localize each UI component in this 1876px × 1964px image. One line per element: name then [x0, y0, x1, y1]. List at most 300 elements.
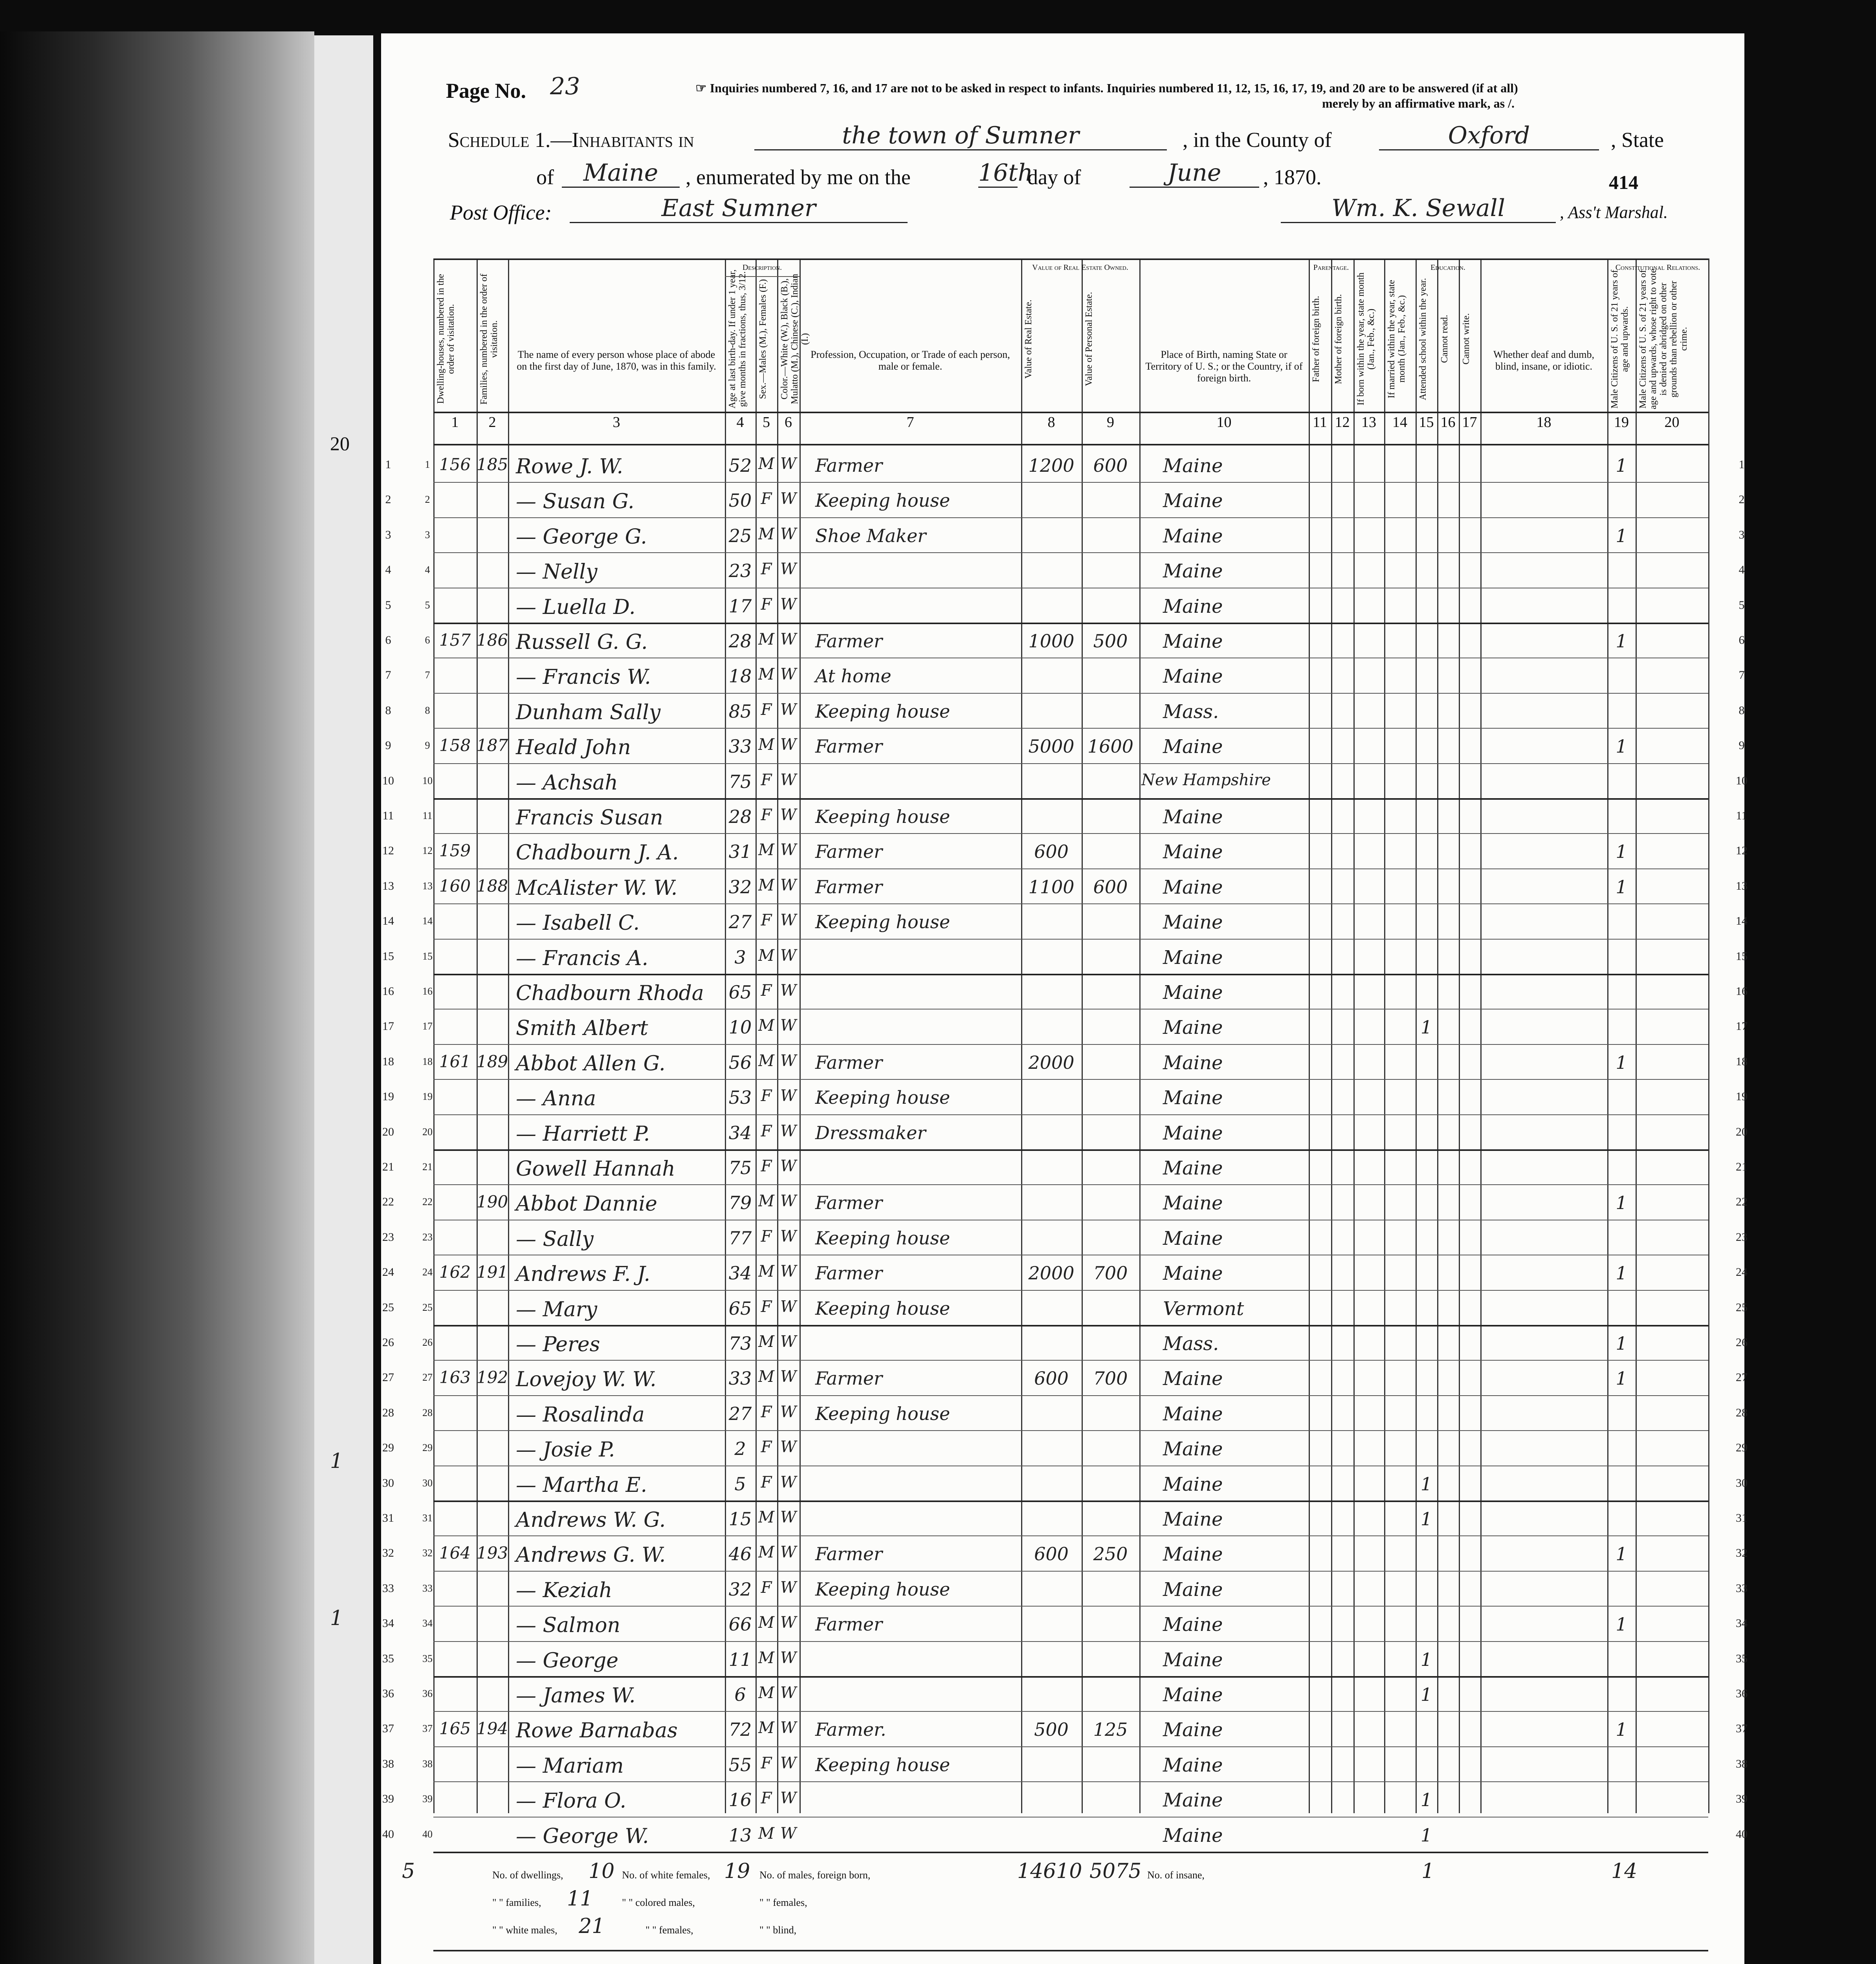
- birthplace: Maine: [1163, 1473, 1223, 1495]
- column-rule: [1384, 258, 1385, 1813]
- row-number-inner: 38: [422, 1758, 433, 1770]
- row-rule: [433, 903, 1708, 904]
- birthplace: Maine: [1163, 1508, 1223, 1530]
- person-name: — Mariam: [516, 1754, 624, 1778]
- row-number-left: 20: [382, 1125, 394, 1138]
- sex: F: [761, 806, 772, 824]
- row-rule: [433, 939, 1708, 940]
- real-estate-value: 600: [1034, 841, 1069, 863]
- dwelling-number: 156: [439, 455, 471, 474]
- row-number-inner: 20: [422, 1126, 433, 1138]
- male-citizen-mark: 1: [1616, 1614, 1627, 1635]
- header-rule: [433, 444, 1708, 445]
- state-label: , State: [1611, 128, 1664, 152]
- column-number: 19: [1614, 414, 1629, 431]
- row-number-right: 13: [1736, 879, 1748, 892]
- sex: F: [761, 1297, 772, 1316]
- sex: M: [758, 1684, 774, 1702]
- sex: F: [761, 911, 772, 930]
- age: 13: [728, 1824, 752, 1846]
- dwelling-number: 162: [439, 1262, 471, 1282]
- row-number-inner: 17: [422, 1020, 433, 1032]
- group-header-constitutional: Constitutional Relations.: [1615, 263, 1700, 272]
- sex: F: [761, 1754, 772, 1772]
- row-number-inner: 8: [425, 704, 430, 716]
- footer-total-personal-estate: 5075: [1089, 1860, 1142, 1883]
- color: W: [780, 1333, 797, 1351]
- person-name: — Susan G.: [516, 490, 635, 514]
- sex: M: [758, 841, 774, 859]
- color: W: [780, 1578, 797, 1597]
- year-label: , 1870.: [1263, 165, 1322, 189]
- age: 32: [728, 1578, 752, 1600]
- sex: F: [761, 560, 772, 579]
- row-rule: [433, 728, 1708, 729]
- person-name: Lovejoy W. W.: [516, 1368, 657, 1392]
- row-number-right: 32: [1736, 1546, 1748, 1560]
- family-number: 189: [477, 1052, 508, 1071]
- column-header: Age at last birth-day. If under 1 year, give months in fractions, thus, 3/12.: [727, 269, 748, 409]
- footer-margin-mark: 5: [402, 1860, 415, 1883]
- stamp-number: 414: [1609, 171, 1638, 193]
- row-number-left: 9: [385, 739, 391, 752]
- age: 18: [728, 665, 752, 687]
- birthplace: Maine: [1163, 1368, 1223, 1390]
- occupation: Farmer: [815, 1614, 883, 1635]
- person-name: — Peres: [516, 1333, 600, 1356]
- column-rule: [1437, 258, 1438, 1813]
- row-number-left: 15: [382, 949, 394, 963]
- row-number-left: 28: [382, 1406, 394, 1419]
- age: 33: [728, 736, 752, 757]
- column-rule: [1021, 258, 1022, 1813]
- row-number-left: 27: [382, 1371, 394, 1384]
- row-number-left: 10: [382, 774, 394, 787]
- color: W: [780, 1262, 797, 1281]
- birthplace: Maine: [1163, 560, 1223, 583]
- column-number: 15: [1419, 414, 1434, 431]
- column-number: 12: [1335, 414, 1350, 431]
- row-number-inner: 21: [422, 1161, 433, 1173]
- occupation: Keeping house: [815, 1297, 950, 1319]
- personal-estate-value: 700: [1093, 1262, 1128, 1284]
- row-number-left: 17: [382, 1020, 394, 1033]
- person-name: Francis Susan: [516, 806, 663, 830]
- birthplace: Maine: [1163, 455, 1223, 477]
- real-estate-value: 1000: [1028, 630, 1075, 652]
- row-rule: [433, 833, 1708, 834]
- birthplace: Maine: [1163, 525, 1223, 547]
- row-rule: [433, 693, 1708, 694]
- real-estate-value: 600: [1034, 1368, 1069, 1389]
- county-label: , in the County of: [1183, 128, 1332, 152]
- color: W: [780, 1297, 797, 1316]
- personal-estate-value: 600: [1093, 455, 1128, 476]
- row-rule: [433, 1500, 1708, 1502]
- row-number-inner: 31: [422, 1512, 433, 1524]
- footer-insane-label: No. of insane,: [1147, 1869, 1205, 1881]
- row-number-right: 39: [1736, 1792, 1748, 1806]
- row-number-inner: 2: [425, 494, 430, 506]
- color: W: [780, 1087, 797, 1105]
- birthplace: Maine: [1163, 1122, 1223, 1144]
- column-header: Male Citizens of U. S. of 21 years of age and upwards, whose right to vote is denied or abridged on other grounds than rebellion or other crime.: [1638, 269, 1689, 409]
- color: W: [780, 946, 797, 965]
- birthplace: Maine: [1163, 630, 1223, 652]
- row-number-inner: 29: [422, 1442, 433, 1454]
- footer-school-total: 1: [1421, 1860, 1435, 1883]
- row-number-inner: 40: [422, 1828, 433, 1840]
- birthplace: Maine: [1163, 911, 1223, 934]
- row-number-inner: 28: [422, 1407, 433, 1418]
- color: W: [780, 1473, 797, 1491]
- group-header-parentage: Parentage.: [1313, 263, 1349, 272]
- row-number-left: 32: [382, 1546, 394, 1560]
- person-name: Heald John: [516, 736, 631, 760]
- age: 2: [734, 1438, 746, 1460]
- instructions-line-1: ☞ Inquiries numbered 7, 16, and 17 are not to be asked in respect to infants. Inquiries numbered 11, 12, 15, 16, 17, 19, and 20 are to be answered (if at all): [695, 81, 1518, 95]
- personal-estate-value: 1600: [1087, 736, 1134, 757]
- age: 32: [728, 876, 752, 898]
- row-number-right: 7: [1738, 669, 1745, 682]
- row-rule: [433, 1290, 1708, 1291]
- row-number-right: 19: [1736, 1090, 1748, 1103]
- birthplace: Maine: [1163, 1087, 1223, 1109]
- row-rule: [433, 1184, 1708, 1185]
- instructions-line-2: merely by an affirmative mark, as /.: [1322, 96, 1515, 110]
- group-header-education: Education.: [1430, 263, 1465, 272]
- row-rule: [433, 1149, 1708, 1151]
- column-header: Value of Real Estate.: [1023, 299, 1034, 379]
- person-name: — George: [516, 1649, 619, 1673]
- occupation: Keeping house: [815, 806, 950, 827]
- row-number-inner: 24: [422, 1266, 433, 1278]
- row-number-right: 14: [1736, 914, 1748, 928]
- row-number-left: 13: [382, 879, 394, 892]
- age: 16: [728, 1789, 752, 1811]
- row-number-left: 6: [385, 634, 391, 647]
- day-value: 16th: [978, 159, 1018, 188]
- row-rule: [433, 1852, 1708, 1853]
- birthplace: Maine: [1163, 1578, 1223, 1601]
- birthplace: Maine: [1163, 1262, 1223, 1285]
- row-number-left: 12: [382, 844, 394, 857]
- personal-estate-value: 600: [1093, 876, 1128, 898]
- row-rule: [433, 1044, 1708, 1045]
- sex: F: [761, 1438, 772, 1457]
- color: W: [780, 560, 797, 579]
- row-rule: [433, 1641, 1708, 1642]
- row-number-left: 4: [385, 563, 391, 577]
- sex: M: [758, 1333, 774, 1351]
- age: 10: [728, 1017, 752, 1038]
- birthplace: Maine: [1163, 1052, 1223, 1074]
- row-rule: [433, 1430, 1708, 1431]
- row-number-right: 9: [1738, 739, 1745, 752]
- color: W: [780, 771, 797, 789]
- column-rule: [477, 258, 478, 1813]
- occupation: Keeping house: [815, 1578, 950, 1600]
- column-number: 6: [785, 414, 792, 431]
- person-name: — George G.: [516, 525, 647, 549]
- column-number: 14: [1392, 414, 1407, 431]
- of-label: of: [536, 165, 554, 189]
- age: 25: [728, 525, 752, 546]
- group-header-value-estate: Value of Real Estate Owned.: [1032, 263, 1128, 272]
- sex: M: [758, 1368, 774, 1386]
- occupation: Farmer: [815, 1262, 883, 1284]
- birthplace: Vermont: [1163, 1297, 1244, 1320]
- column-rule: [1139, 258, 1141, 1813]
- occupation: Dressmaker: [815, 1122, 926, 1143]
- occupation: Farmer: [815, 1052, 883, 1073]
- birthplace: Maine: [1163, 490, 1223, 512]
- row-number-left: 33: [382, 1581, 394, 1595]
- dwelling-number: 159: [439, 841, 471, 861]
- sex: M: [758, 630, 774, 649]
- row-number-inner: 7: [425, 669, 430, 681]
- column-rule: [1353, 258, 1355, 1813]
- male-citizen-mark: 1: [1616, 736, 1627, 757]
- row-number-left: 26: [382, 1336, 394, 1349]
- row-number-inner: 39: [422, 1793, 433, 1805]
- column-number: 17: [1462, 414, 1477, 431]
- age: 27: [728, 911, 752, 933]
- column-number: 3: [612, 414, 620, 431]
- column-number: 11: [1313, 414, 1327, 431]
- occupation: Keeping house: [815, 700, 950, 722]
- person-name: Rowe J. W.: [516, 455, 623, 478]
- column-number: 2: [488, 414, 496, 431]
- age: 46: [728, 1543, 752, 1565]
- row-rule: [433, 1606, 1708, 1607]
- personal-estate-value: 125: [1093, 1719, 1128, 1740]
- row-number-left: 40: [382, 1827, 394, 1841]
- age: 56: [728, 1052, 752, 1073]
- attended-school-mark: 1: [1420, 1824, 1432, 1846]
- column-number: 7: [906, 414, 914, 431]
- row-number-left: 1: [385, 458, 391, 471]
- occupation: Farmer: [815, 736, 883, 757]
- column-header: If born within the year, state month (Jan., Feb., &c.): [1356, 272, 1376, 406]
- color: W: [780, 1122, 797, 1140]
- color: W: [780, 806, 797, 824]
- row-number-left: 8: [385, 704, 391, 717]
- column-number: 8: [1047, 414, 1055, 431]
- row-number-left: 34: [382, 1617, 394, 1630]
- row-number-inner: 33: [422, 1582, 433, 1594]
- row-number-inner: 14: [422, 915, 433, 927]
- row-number-left: 39: [382, 1792, 394, 1806]
- column-rule: [508, 258, 509, 1813]
- sex: M: [758, 1614, 774, 1632]
- male-citizen-mark: 1: [1616, 1719, 1627, 1740]
- person-name: — Sally: [516, 1227, 594, 1251]
- person-name: — Nelly: [516, 560, 598, 584]
- age: 27: [728, 1403, 752, 1424]
- row-number-right: 27: [1736, 1371, 1748, 1384]
- column-rule: [800, 258, 801, 1813]
- age: 53: [728, 1087, 752, 1108]
- sex: F: [761, 700, 772, 719]
- row-rule: [433, 763, 1708, 764]
- footer-white-males-label: " " white males,: [492, 1924, 557, 1936]
- sex: M: [758, 1543, 774, 1562]
- color: W: [780, 595, 797, 614]
- column-header: Sex.—Males (M.), Females (F.): [758, 279, 768, 399]
- row-number-right: 6: [1738, 634, 1745, 647]
- footer-foreign-males-label: No. of males, foreign born,: [759, 1869, 871, 1881]
- birthplace: Maine: [1163, 1684, 1223, 1706]
- age: 73: [728, 1333, 752, 1354]
- sex: M: [758, 1052, 774, 1070]
- sex: M: [758, 736, 774, 754]
- occupation: Farmer: [815, 630, 883, 652]
- person-name: Rowe Barnabas: [516, 1719, 678, 1743]
- row-rule: [433, 1079, 1708, 1080]
- person-name: Andrews W. G.: [516, 1508, 666, 1532]
- birthplace: Maine: [1163, 1017, 1223, 1039]
- row-number-inner: 3: [425, 529, 430, 540]
- person-name: — Martha E.: [516, 1473, 647, 1497]
- color: W: [780, 1684, 797, 1702]
- column-header: Color.—White (W.), Black (B.), Mulatto (M.), Chinese (C.), Indian (I.): [779, 274, 810, 404]
- real-estate-value: 600: [1034, 1543, 1069, 1565]
- row-number-right: 36: [1736, 1687, 1748, 1700]
- personal-estate-value: 500: [1093, 630, 1128, 652]
- row-number-right: 38: [1736, 1757, 1748, 1770]
- birthplace: Maine: [1163, 1824, 1223, 1847]
- footer-white-females-value: 19: [724, 1860, 750, 1883]
- column-rule: [433, 258, 435, 1813]
- row-number-left: 3: [385, 528, 391, 541]
- person-name: — Rosalinda: [516, 1403, 645, 1427]
- male-citizen-mark: 1: [1616, 525, 1627, 546]
- dwelling-number: 161: [439, 1052, 471, 1071]
- row-number-inner: 25: [422, 1301, 433, 1313]
- row-number-left: 11: [382, 809, 394, 822]
- birthplace: Maine: [1163, 1614, 1223, 1636]
- state-value: Maine: [562, 159, 680, 188]
- column-header: Attended school within the year.: [1418, 278, 1428, 400]
- color: W: [780, 1368, 797, 1386]
- column-header: Cannot write.: [1461, 313, 1471, 365]
- age: 65: [728, 982, 752, 1003]
- color: W: [780, 1017, 797, 1035]
- sex: M: [758, 1192, 774, 1211]
- sex: F: [761, 1227, 772, 1246]
- real-estate-value: 1100: [1028, 876, 1075, 898]
- male-citizen-mark: 1: [1616, 630, 1627, 652]
- birthplace: Maine: [1163, 876, 1223, 898]
- sex: F: [761, 595, 772, 614]
- row-rule: [433, 1114, 1708, 1115]
- real-estate-value: 1200: [1028, 455, 1075, 476]
- color: W: [780, 876, 797, 894]
- row-number-right: 34: [1736, 1617, 1748, 1630]
- sex: M: [758, 665, 774, 684]
- color: W: [780, 1614, 797, 1632]
- birthplace: Maine: [1163, 1403, 1223, 1425]
- census-table: [382, 258, 1748, 1938]
- row-number-left: 7: [385, 669, 391, 682]
- prev-page-mark: 1: [330, 1607, 343, 1630]
- age: 33: [728, 1368, 752, 1389]
- person-name: — George W.: [516, 1824, 649, 1848]
- post-office-label: Post Office:: [450, 201, 552, 224]
- footer-foreign-females-label: " " females,: [759, 1897, 807, 1908]
- sex: F: [761, 1157, 772, 1175]
- birthplace: Maine: [1163, 1438, 1223, 1460]
- footer-colored-females-label: " " females,: [646, 1924, 693, 1936]
- row-number-right: 40: [1736, 1827, 1748, 1841]
- footer-dwellings-label: No. of dwellings,: [492, 1869, 563, 1881]
- age: 3: [734, 946, 746, 968]
- row-number-inner: 27: [422, 1372, 433, 1383]
- footer-white-males-value: 21: [579, 1915, 605, 1938]
- row-rule: [433, 1781, 1708, 1782]
- row-number-left: 23: [382, 1230, 394, 1244]
- row-number-right: 2: [1738, 493, 1745, 506]
- age: 72: [728, 1719, 752, 1740]
- person-name: — Francis W.: [516, 665, 651, 689]
- row-number-left: 37: [382, 1722, 394, 1735]
- dwelling-number: 157: [439, 630, 471, 650]
- row-number-right: 15: [1736, 949, 1748, 963]
- row-number-right: 5: [1738, 598, 1745, 612]
- sex: M: [758, 876, 774, 894]
- sex: F: [761, 982, 772, 1000]
- occupation: At home: [815, 665, 891, 687]
- person-name: Gowell Hannah: [516, 1157, 675, 1181]
- row-rule: [433, 1676, 1708, 1678]
- color: W: [780, 1719, 797, 1737]
- male-citizen-mark: 1: [1616, 1262, 1627, 1284]
- sex: M: [758, 946, 774, 965]
- row-number-right: 1: [1738, 458, 1745, 471]
- color: W: [780, 736, 797, 754]
- color: W: [780, 525, 797, 543]
- color: W: [780, 455, 797, 473]
- row-number-inner: 9: [425, 740, 430, 751]
- schedule-label: Schedule 1.—Inhabitants in: [448, 128, 694, 152]
- column-number: 9: [1107, 414, 1114, 431]
- row-number-left: 24: [382, 1266, 394, 1279]
- attended-school-mark: 1: [1420, 1789, 1432, 1811]
- row-number-inner: 11: [422, 810, 433, 821]
- row-number-right: 35: [1736, 1652, 1748, 1665]
- age: 52: [728, 455, 752, 476]
- enumerated-label: , enumerated by me on the: [686, 165, 911, 189]
- dwelling-number: 164: [439, 1543, 471, 1563]
- county-value: Oxford: [1379, 122, 1599, 150]
- row-number-inner: 6: [425, 634, 430, 646]
- column-header: Families, numbered in the order of visitation.: [479, 273, 499, 405]
- row-number-right: 20: [1736, 1125, 1748, 1138]
- row-number-left: 31: [382, 1511, 394, 1524]
- column-number: 20: [1664, 414, 1680, 431]
- person-name: Russell G. G.: [516, 630, 648, 654]
- birthplace: Maine: [1163, 841, 1223, 863]
- row-number-right: 17: [1736, 1020, 1748, 1033]
- person-name: — Harriett P.: [516, 1122, 650, 1146]
- family-number: 192: [477, 1368, 508, 1387]
- row-number-inner: 26: [422, 1337, 433, 1348]
- footer-dwellings-value: 10: [589, 1860, 615, 1883]
- birthplace: Maine: [1163, 1543, 1223, 1566]
- row-number-inner: 10: [422, 775, 433, 786]
- birthplace: Maine: [1163, 1789, 1223, 1812]
